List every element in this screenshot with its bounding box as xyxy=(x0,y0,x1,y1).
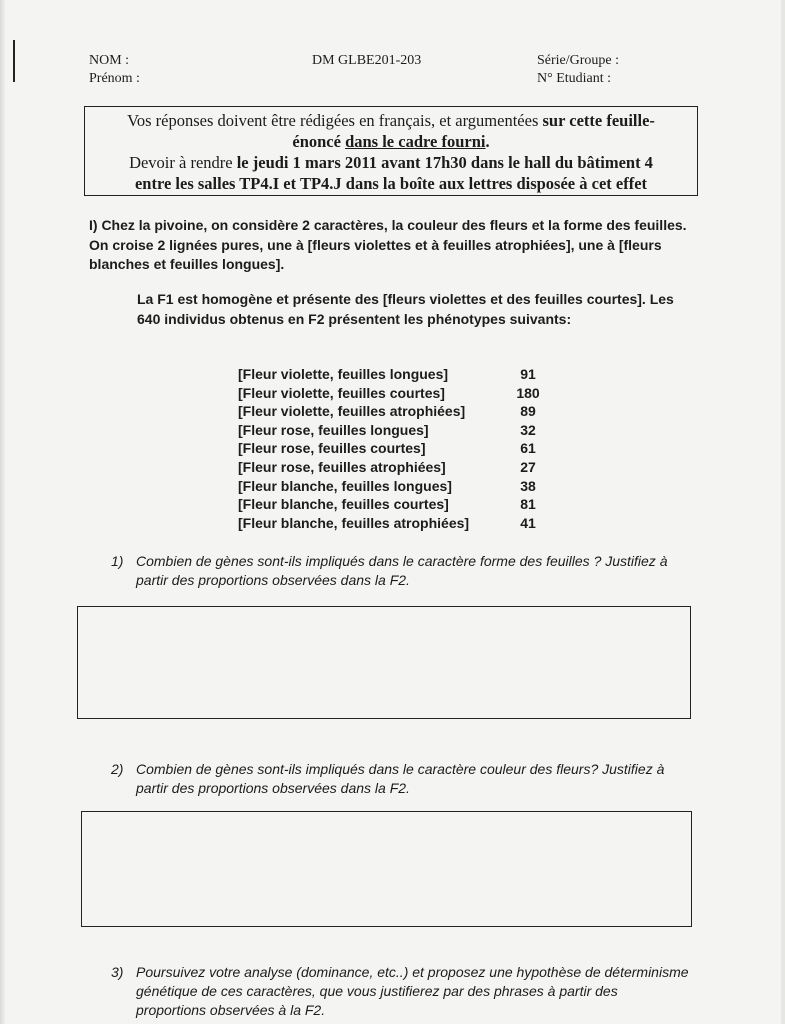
page-right-edge xyxy=(781,0,785,1024)
phenotype-count: 61 xyxy=(520,440,536,457)
notice-line-1 xyxy=(85,110,697,131)
phenotype-count: 32 xyxy=(520,421,536,438)
prenom-label: Prénom : xyxy=(89,71,140,86)
question-3-number: 3) xyxy=(111,964,124,980)
margin-pen-mark xyxy=(13,40,15,82)
phenotype-label: [Fleur violette, feuilles atrophiées] xyxy=(238,403,466,420)
phenotype-label: [Fleur rose, feuilles atrophiées] xyxy=(238,458,446,475)
f1-description: La F1 est homogène et présente des [fleurs violettes et des feuilles courtes]. Les 640 individus obtenus en F2 présentent les phénotypes suivants: xyxy=(137,291,674,327)
phenotype-count: 91 xyxy=(520,366,536,382)
phenotype-label: [Fleur rose, feuilles courtes] xyxy=(238,440,426,457)
phenotype-count: 38 xyxy=(520,477,536,494)
notice-line-2 xyxy=(85,131,697,152)
question-3-text: Poursuivez votre analyse (dominance, etc..) et proposez une hypothèse de déterminisme génétique de ces caractères, que vous justifierez par des phrases à partir des proportions observées à la F2. xyxy=(136,964,689,1018)
notice-line-2-bold: énoncé xyxy=(292,132,346,151)
phenotype-count: 41 xyxy=(520,514,536,531)
answer-box-1[interactable] xyxy=(77,606,691,719)
course-code: DM GLBE201-203 xyxy=(312,53,422,68)
phenotype-row xyxy=(238,421,548,440)
notice-line-1-text: Vos réponses doivent être rédigées en français, et argumentées xyxy=(127,111,543,130)
phenotype-count: 89 xyxy=(520,403,536,420)
phenotype-row xyxy=(238,514,548,533)
phenotype-table xyxy=(238,365,548,532)
header-student-block xyxy=(537,52,619,88)
nom-label: NOM : xyxy=(89,53,130,68)
section-1-intro: I) Chez la pivoine, on considère 2 caractères, la couleur des fleurs et la forme des feuilles. On croise 2 lignées pures, une à [fleurs violettes et à feuilles atrophiées], une à [fleurs blanches et feuilles longues]. xyxy=(89,217,687,272)
notice-line-4 xyxy=(85,173,697,194)
question-1-text: Combien de gènes sont-ils impliqués dans le caractère forme des feuilles ? Justifiez à partir des proportions observées dans la F2. xyxy=(136,553,668,588)
instructions-box xyxy=(84,106,698,196)
phenotype-row xyxy=(238,365,548,384)
phenotype-row xyxy=(238,477,548,496)
question-2-text: Combien de gènes sont-ils impliqués dans le caractère couleur des fleurs? Justifiez à partir des proportions observées dans la F2. xyxy=(136,761,665,796)
phenotype-row xyxy=(238,384,548,403)
phenotype-label: [Fleur blanche, feuilles atrophiées] xyxy=(238,514,470,531)
phenotype-label: [Fleur rose, feuilles longues] xyxy=(238,421,429,438)
answer-box-2[interactable] xyxy=(81,811,692,927)
notice-line-2-end: . xyxy=(485,132,490,151)
notice-line-4-bold: entre les salles TP4.I et TP4.J dans la boîte aux lettres disposée à cet effet xyxy=(134,174,648,193)
notice-line-2-underlined: dans le cadre fourni xyxy=(345,132,486,151)
serie-label: Série/Groupe : xyxy=(537,53,620,68)
phenotype-label: [Fleur blanche, feuilles longues] xyxy=(238,477,452,494)
phenotype-count: 27 xyxy=(520,458,536,475)
question-2-number: 2) xyxy=(111,761,124,777)
page-shadow xyxy=(0,0,6,1024)
question-1-number: 1) xyxy=(111,553,124,569)
notice-line-3 xyxy=(85,152,697,173)
phenotype-label: [Fleur violette, feuilles courtes] xyxy=(238,384,445,401)
etudiant-label: N° Etudiant : xyxy=(537,71,612,86)
phenotype-label: [Fleur violette, feuilles longues] xyxy=(238,366,449,382)
notice-line-1-bold: sur cette feuille- xyxy=(542,111,655,130)
notice-line-3-text: Devoir à rendre xyxy=(129,153,237,172)
phenotype-label: [Fleur blanche, feuilles courtes] xyxy=(238,496,449,513)
phenotype-row xyxy=(238,495,548,514)
phenotype-row xyxy=(238,458,548,477)
notice-line-3-bold: le jeudi 1 mars 2011 avant 17h30 dans le hall du bâtiment 4 xyxy=(236,153,653,172)
phenotype-row xyxy=(238,439,548,458)
phenotype-count: 180 xyxy=(516,384,540,401)
header-name-block xyxy=(89,52,140,88)
phenotype-row xyxy=(238,402,548,421)
phenotype-count: 81 xyxy=(520,496,536,513)
